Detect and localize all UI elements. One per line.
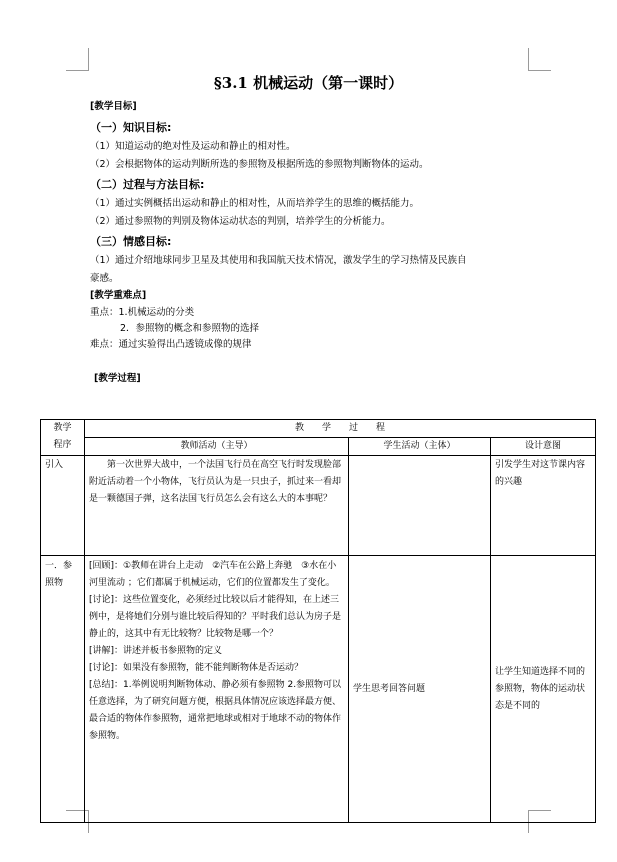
emotion-goal-line-1: （1）通过介绍地球同步卫星及其使用和我国航天技术情况，激发学生的学习热情及民族自: [90, 255, 467, 266]
process-goals-heading: （二）过程与方法目标:: [90, 178, 205, 191]
knowledge-goal-1: （1）知道运动的绝对性及运动和静止的相对性。: [90, 141, 296, 152]
col-teacher-header: 教师活动（主导）: [85, 438, 349, 456]
corner-mark-top-right: [528, 48, 551, 71]
table-header-row: [41, 420, 596, 438]
emotion-goal-line-2: 豪感。: [90, 273, 119, 284]
student-activity-cell: 学生思考回答问题: [349, 556, 491, 823]
student-activity-cell: [349, 456, 491, 556]
col-student-header: 学生活动（主体）: [349, 438, 491, 456]
col-design-header: 设计意图: [491, 438, 596, 456]
teacher-activity-line: [讨论]：这些位置变化，必须经过比较以后才能得知，在上述三例中，是将她们分别与谁比较后得知的？平时我们总认为房子是静止的，这其中有无比较物？比较物是哪一个？: [89, 595, 342, 639]
header-program-line-2: 程序: [53, 440, 72, 450]
keypoint-line-2: 2．参照物的概念和参照物的选择: [120, 323, 260, 334]
header-program-line-1: 教学: [53, 423, 72, 433]
table-row: [41, 456, 596, 556]
keypoints-heading: [教学重难点]: [90, 290, 147, 301]
teacher-activity-line: [总结]：1.举例说明判断物体动、静必须有参照物 2.参照物可以任意选择，为了研究问题方便，根据具体情况应该选择最方便、最合适的物体作参照物，通常把地球或相对于地球不动的物体作参照物。: [89, 680, 342, 741]
keypoint-line-1: 重点：1.机械运动的分类: [90, 307, 195, 318]
teacher-activity-line: [回顾]：①教师在讲台上走动 ②汽车在公路上奔驰 ③水在小河里流动 ；它们都属于机械运动，它们的位置都发生了变化。: [89, 561, 337, 588]
page-title: §3.1 机械运动（第一课时）: [213, 74, 404, 92]
header-process-cell: 教 学 过 程: [85, 420, 596, 438]
teaching-process-heading: [教学过程]: [94, 373, 141, 384]
knowledge-goals-heading: （一）知识目标:: [90, 121, 172, 134]
teacher-activity-line: [讲解]：讲述并板书参照物的定义: [89, 646, 223, 656]
teaching-goals-heading: [教学目标]: [90, 101, 137, 112]
program-cell: 一．参照物: [41, 556, 85, 823]
program-cell: 引入: [41, 456, 85, 556]
emotion-goals-heading: （三）情感目标:: [90, 235, 172, 248]
corner-mark-top-left: [66, 48, 89, 71]
process-goal-2: （2）通过参照物的判别及物体运动状态的判别，培养学生的分析能力。: [90, 216, 391, 227]
knowledge-goal-2: （2）会根据物体的运动判断所选的参照物及根据所选的参照物判断物体的运动。: [90, 159, 429, 170]
table-row: [41, 556, 596, 823]
process-goal-1: （1）通过实例概括出运动和静止的相对性，从而培养学生的思维的概括能力。: [90, 198, 420, 209]
table-subheader-row: [41, 438, 596, 456]
lesson-table: [40, 419, 596, 823]
teacher-activity-line: [讨论]：如果没有参照物，能不能判断物体是否运动？: [89, 663, 304, 673]
design-intent-cell: 让学生知道选择不同的参照物，物体的运动状态是不同的: [491, 556, 596, 823]
header-program-cell: [41, 420, 85, 456]
design-intent-cell: 引发学生对这节课内容的兴趣: [491, 456, 596, 556]
difficulty-line: 难点：通过实验得出凸透镜成像的规律: [90, 339, 252, 350]
teacher-activity-cell: 第一次世界大战中，一个法国飞行员在高空飞行时发现脸部附近活动着一个小物体，飞行员认为是一只虫子，抓过来一看却是一颗德国子弹，这名法国飞行员怎么会有这么大的本事呢？: [85, 456, 349, 556]
teacher-activity-cell: [85, 556, 349, 823]
